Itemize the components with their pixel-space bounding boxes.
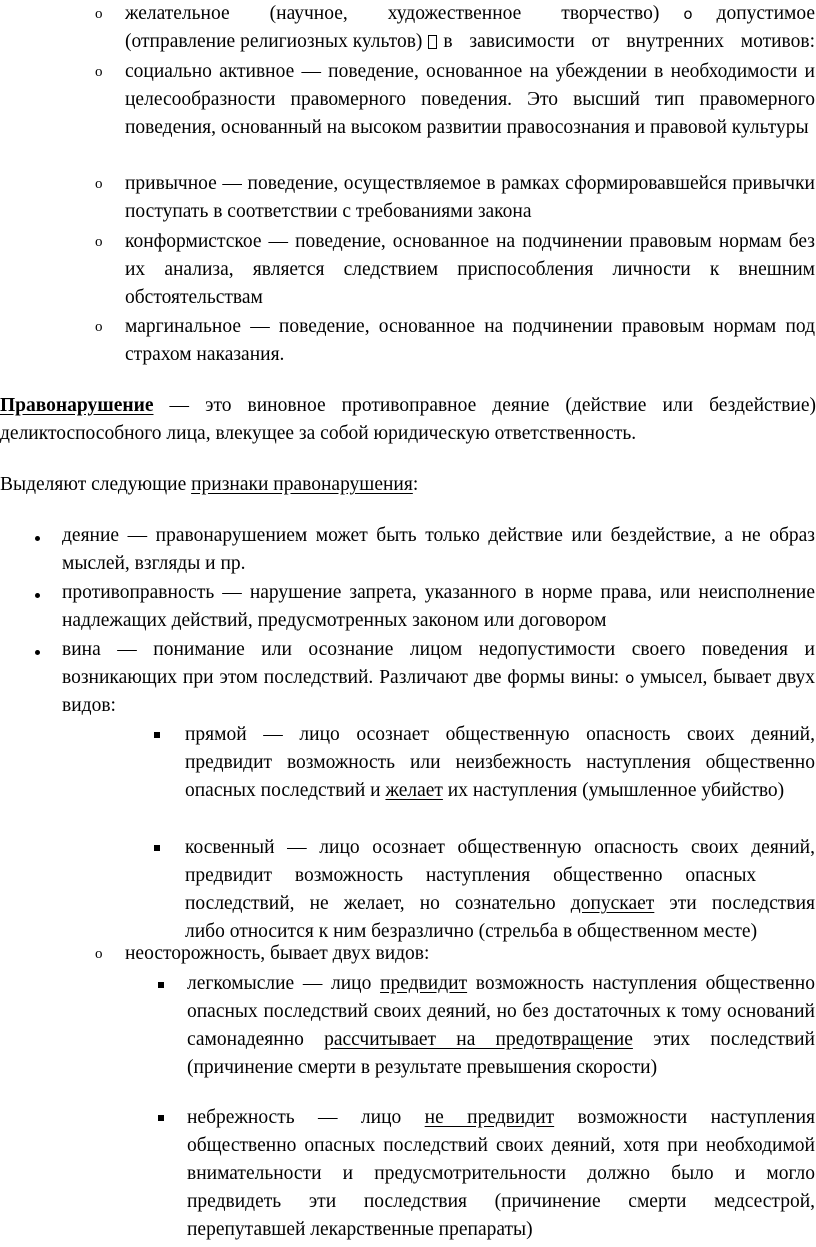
item-text: умысел, бывает двух видов: — [62, 667, 816, 716]
underlined-phrase: не предвидит — [424, 1107, 555, 1128]
list-item: конформистское — поведение, основанное на подчинении правовым нормам без их анализа, является следствием приспособления личности к внешним обстоятельствам — [125, 231, 815, 308]
missing-glyph — [428, 35, 437, 49]
item-text: (отправление религиозных культов) — [125, 31, 423, 52]
list-item: неосторожность, бывает двух видов: — [125, 943, 430, 964]
list-item — [185, 834, 815, 946]
item-text: возможности наступления общественно опасных последствий своих деяний, хотя при необходимой внимательности и предусмотрительности должно было и могло предвидеть эти последствия (причинение смерти медсестрой, перепутавшей лекарственные препараты) — [187, 1107, 815, 1240]
square-bullet-icon — [154, 732, 160, 738]
item-text: в зависимости от внутренних мотивов: — [443, 31, 815, 52]
item-text: легкомыслие — лицо — [187, 973, 381, 994]
definition-text: — это виновное противоправное деяние (действие или бездействие) деликтоспособного лица, влекущее за собой юридическую ответственность. — [0, 395, 816, 444]
list-item — [125, 0, 815, 56]
underlined-phrase: признаки правонарушения — [191, 474, 413, 495]
list-marker: o — [95, 319, 103, 335]
bullet-icon — [35, 650, 40, 655]
list-marker: o — [95, 946, 103, 962]
list-marker: o — [95, 176, 103, 192]
list-marker: o — [95, 234, 103, 250]
item-text: желательное (научное, художественное творчество) — [125, 3, 660, 24]
item-line: либо относится к ним безразлично (стрельба в общественном месте) — [185, 921, 758, 942]
square-bullet-icon — [158, 982, 164, 988]
defined-term: Правонарушение — [0, 395, 154, 416]
item-line — [185, 890, 815, 918]
intro-text: Выделяют следующие — [0, 474, 192, 495]
intro-paragraph — [0, 471, 816, 499]
item-text: прямой — лицо осознает общественную опасность своих деяний, предвидит возможность или неизбежность наступления общественно опасных последствий и — [185, 724, 815, 801]
item-text: их наступления (умышленное убийство) — [442, 780, 785, 801]
underlined-phrase: рассчитывает на предотвращение — [324, 1029, 633, 1050]
list-item — [62, 636, 815, 720]
underlined-phrase: допускает — [570, 893, 655, 914]
list-item: деяние — правонарушением может быть только действие или бездействие, а не образ мыслей, взгляды и пр. — [62, 525, 815, 574]
list-marker: o — [95, 64, 103, 80]
list-item: маргинальное — поведение, основанное на подчинении правовым нормам под страхом наказания. — [125, 316, 815, 365]
item-text: возможность наступления общественно опасных последствий своих деяний, но без достаточных к тому оснований самонадеянно — [187, 973, 815, 1050]
item-text: допустимое — [716, 3, 815, 24]
item-text: вина — понимание или осознание лицом недопустимости своего поведения и возникающих при этом последствий. Различают две формы вины: — [62, 639, 815, 688]
square-bullet-icon — [158, 1115, 164, 1121]
underlined-phrase: желает — [385, 780, 443, 801]
item-line: предвидит возможность наступления общественно опасных — [185, 865, 757, 886]
item-text: последствий, не желает, но сознательно — [185, 893, 571, 914]
item-text: эти последствия — [654, 893, 815, 914]
list-item — [187, 1104, 815, 1244]
square-bullet-icon — [154, 845, 160, 851]
list-item — [187, 970, 815, 1082]
list-item: привычное — поведение, осуществляемое в рамках сформировавшейся привычки поступать в соответствии с требованиями закона — [125, 173, 815, 222]
intro-text: : — [412, 474, 419, 495]
item-line: косвенный — лицо осознает общественную опасность своих деяний, — [185, 837, 815, 858]
list-item: противоправность — нарушение запрета, указанного в норме права, или неисполнение надлежащих действий, предусмотренных законом или договором — [62, 582, 815, 631]
inline-marker: o — [683, 5, 693, 23]
item-text: этих последствий (причинение смерти в результате превышения скорости) — [187, 1029, 815, 1078]
list-marker: o — [95, 6, 103, 22]
item-text: небрежность — лицо — [187, 1107, 425, 1128]
inline-marker: o — [625, 669, 635, 687]
bullet-icon — [35, 593, 40, 598]
definition-paragraph — [0, 392, 816, 448]
underlined-phrase: предвидит — [380, 973, 468, 994]
list-item — [185, 721, 815, 805]
list-item: социально активное — поведение, основанное на убеждении в необходимости и целесообразности правомерного поведения. Это высший тип правомерного поведения, основанный на высоком развитии правосознания и правовой культуры — [125, 61, 815, 138]
bullet-icon — [35, 536, 40, 541]
